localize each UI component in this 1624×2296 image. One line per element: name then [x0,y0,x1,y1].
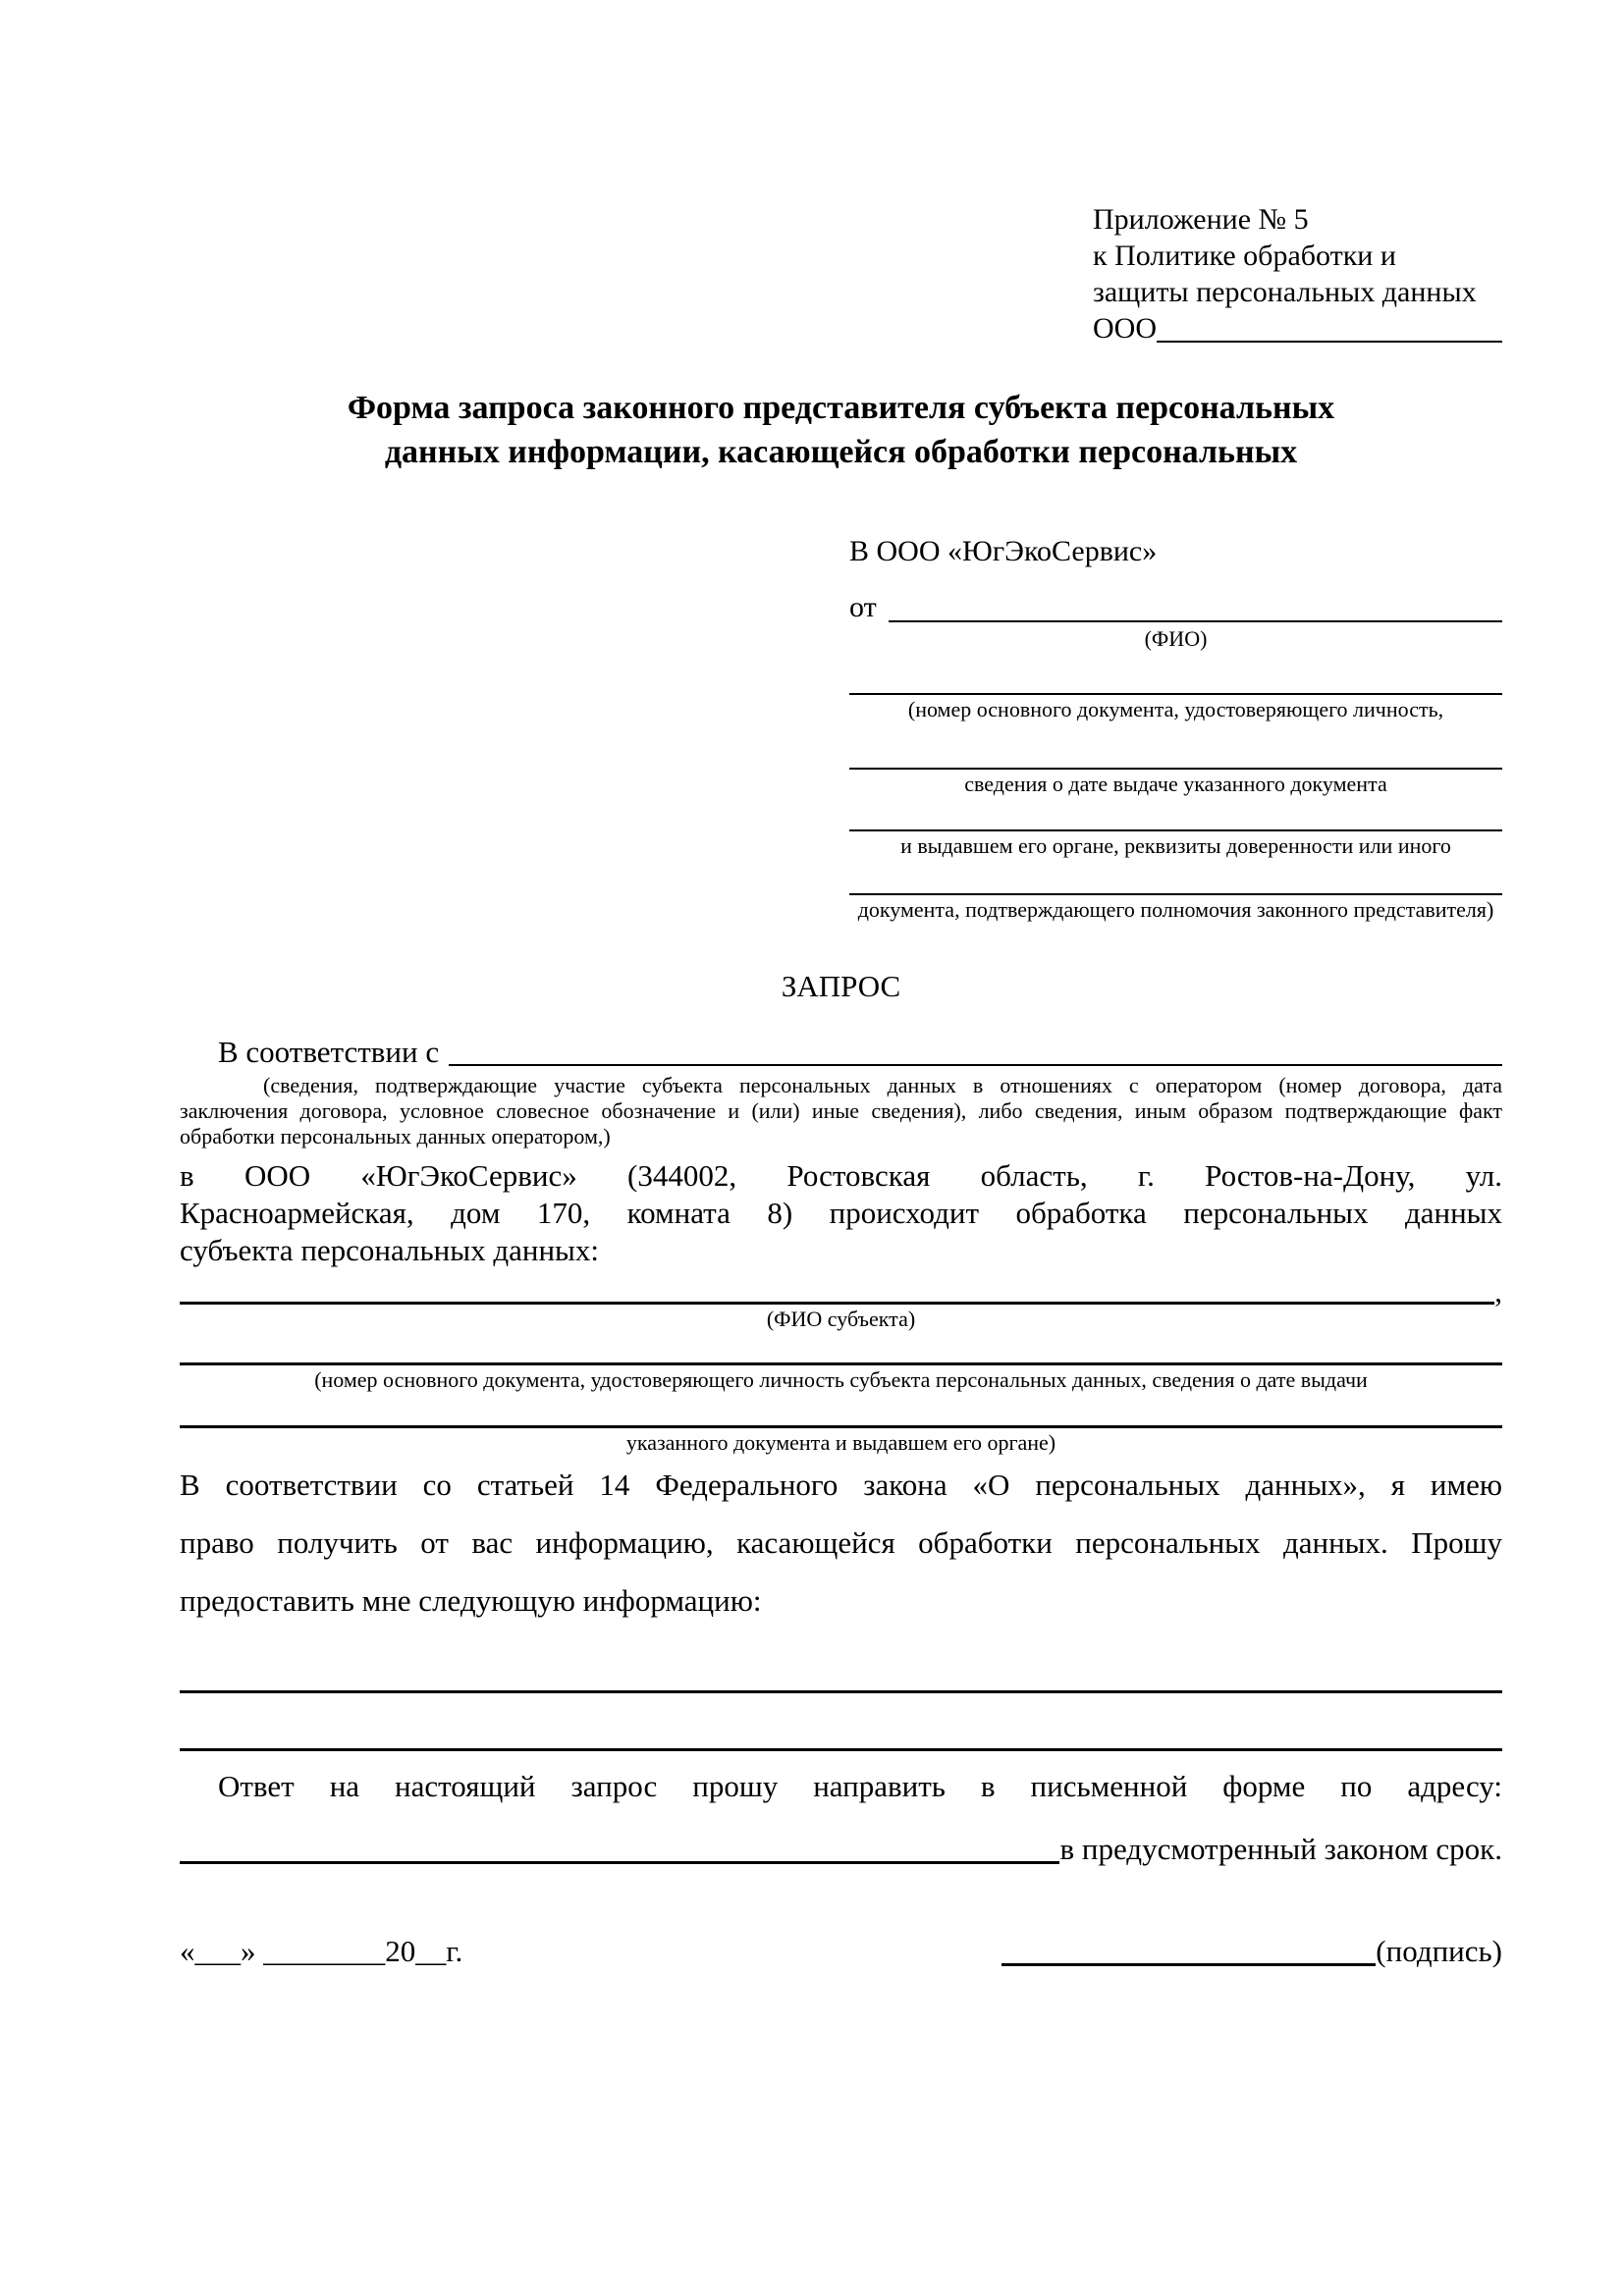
subject-fio-caption: (ФИО субъекта) [766,1307,916,1331]
answer-paragraph: Ответ на настоящий запрос прошу направить в письменной форме по адресу: [218,1769,1502,1803]
answer-address-row [180,1830,1502,1869]
footer-row [180,1932,1502,1971]
info-blank-line-1 [180,1690,1502,1693]
operator-paragraph [180,1157,1502,1269]
appendix-line-1: Приложение № 5 [1093,203,1309,236]
law-paragraph [180,1456,1502,1629]
accordance-prefix: В соответствии с [218,1035,440,1069]
subject-fio-blank-line [180,1283,1494,1305]
addressee-block [849,533,1502,923]
subject-doc-blank-line-2 [180,1425,1502,1428]
from-blank-line [889,591,1502,622]
signature-caption: (подпись) [1376,1934,1502,1968]
subject-doc-caption-1: (номер основного документа, удостоверяющего личность субъекта персональных данных, сведения о дате выдачи [314,1367,1368,1392]
operator-line-2: Красноармейская, дом 170, комната 8) происходит обработка персональных данных [180,1196,1502,1230]
law-line-2: право получить от вас информацию, касающейся обработки персональных данных. Прошу [180,1525,1502,1560]
signature-blank-line [1001,1932,1376,1966]
addressee-to: В ООО «ЮгЭкоСервис» [849,535,1158,567]
law-line-1: В соответствии со статьей 14 Федерального закона «О персональных данных», я имею [180,1468,1502,1502]
answer-suffix: в предусмотренный законом срок. [1059,1832,1502,1866]
trailing-comma: , [1494,1274,1502,1308]
form-title-line-1: Форма запроса законного представителя субъекта персональных [347,390,1335,426]
ooo-label: ООО [1093,312,1157,345]
note-line-3: обработки персональных данных оператором,) [180,1124,611,1148]
request-heading: ЗАПРОС [781,969,901,1003]
from-label: от [849,591,877,623]
signature-group [1001,1932,1502,1971]
blank-line-doc-2 [849,768,1502,770]
from-row [849,591,1502,624]
operator-line-3: субъекта персональных данных: [180,1233,599,1267]
accordance-blank-line [449,1034,1502,1066]
operator-line-1: в ООО «ЮгЭкоСервис» (344002, Ростовская область, г. Ростов-на-Дону, ул. [180,1158,1502,1193]
date-line: «___» ________20__г. [180,1934,463,1968]
law-line-3: предоставить мне следующую информацию: [180,1583,762,1618]
note-line-2: заключения договора, условное словесное обозначение и (или) иные сведения), либо сведения, иным образом подтверждающие факт [180,1098,1502,1123]
blank-line-doc-1 [849,693,1502,695]
subject-fio-row [180,1274,1502,1308]
note-line-1: (сведения, подтверждающие участие субъекта персональных данных в отношениях с оператором (номер договора, дата [263,1073,1502,1097]
blank-line-doc-4 [849,893,1502,895]
accordance-note [180,1073,1502,1149]
accordance-row [180,1034,1502,1071]
subject-doc-blank-line-1 [180,1362,1502,1365]
doc-line-caption-2: сведения о дате выдаче указанного документа [964,772,1387,796]
appendix-line-2: к Политике обработки и [1093,240,1396,272]
blank-line-doc-3 [849,829,1502,831]
answer-address-blank-line [180,1830,1059,1864]
fio-caption: (ФИО) [1144,626,1208,651]
doc-line-caption-4: документа, подтверждающего полномочия законного представителя) [857,897,1494,922]
form-title [180,386,1502,474]
subject-doc-caption-2: указанного документа и выдавшем его органе) [625,1430,1056,1455]
appendix-block [1093,201,1502,347]
ooo-blank-line [1157,310,1502,343]
info-blank-line-2 [180,1748,1502,1751]
doc-line-caption-3: и выдавшем его органе, реквизиты доверенности или иного [900,833,1451,858]
form-title-line-2: данных информации, касающейся обработки персональных [384,434,1298,470]
doc-line-caption-1: (номер основного документа, удостоверяющего личность, [907,697,1444,721]
appendix-ooo-row [1093,310,1502,347]
appendix-line-3: защиты персональных данных [1093,276,1477,308]
